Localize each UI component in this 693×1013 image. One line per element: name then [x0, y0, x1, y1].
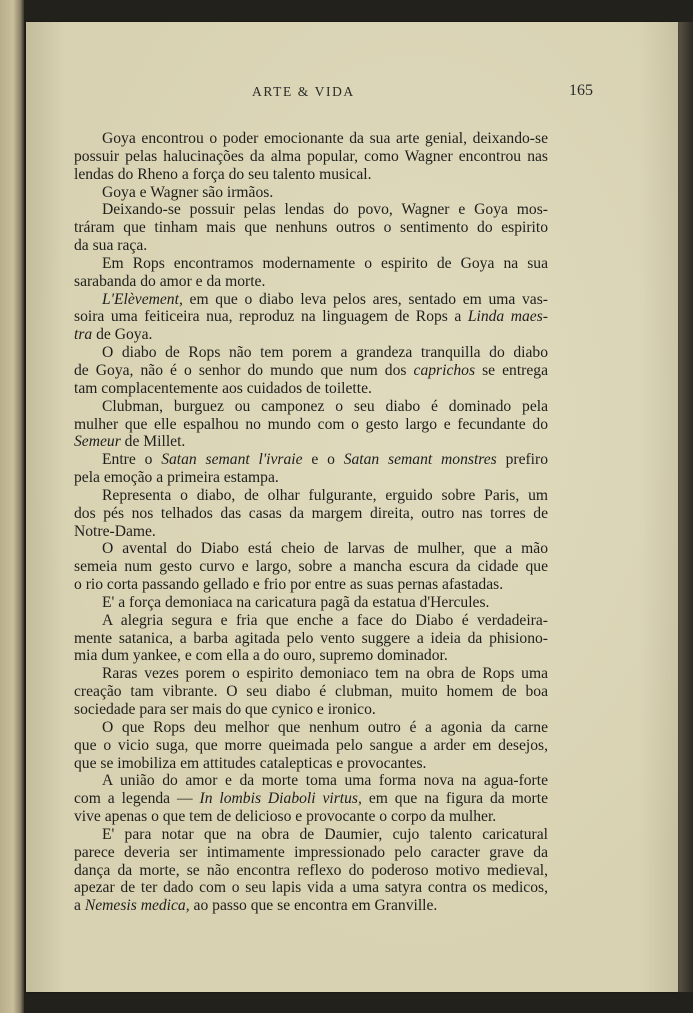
book-page: [26, 22, 678, 992]
text-line: [74, 362, 548, 380]
text-fragment: de Millet.: [120, 433, 186, 451]
text-fragment: e o: [302, 451, 344, 469]
text-line: vive apenas o que tem de delicioso e provocante o corpo da mulher.: [74, 808, 497, 826]
artwork-title: L'Elèvement,: [102, 290, 183, 308]
text-fragment: ao passo que se encontra em Granville.: [189, 897, 438, 915]
text-line: tam complacentemente aos cuidados de toilette.: [74, 379, 372, 397]
text-line: [74, 326, 548, 344]
text-line: creação tam vibrante. O seu diabo é clubman, muito homem de boa: [74, 683, 548, 701]
text-line: sociedade para ser mais do que cynico e ironico.: [74, 701, 376, 718]
text-line: mulher que elle espalhou no mundo com o gesto largo e fecundante do: [74, 415, 548, 433]
text-line: Representa o diabo, de olhar fulgurante, erguido sobre Paris, um: [102, 486, 548, 504]
artwork-title: Semeur: [74, 433, 121, 451]
text-line: Raras vezes porem o espirito demoniaco tem na obra de Rops uma: [102, 665, 548, 683]
text-fragment: de Goya, não é o senhor do mundo que num dos: [74, 361, 414, 379]
text-line: dos pés nos telhados das casas da margem direita, outro nas torres de: [74, 504, 548, 522]
text-line: [74, 308, 548, 326]
artwork-title: tra: [74, 326, 93, 344]
artwork-title: Satan semant monstres: [343, 451, 497, 469]
text-line: O que Rops deu melhor que nenhum outro é a agonia da carne: [102, 718, 548, 736]
text-line: [74, 291, 548, 309]
text-line: lendas do Rheno a força do seu talento musical.: [74, 165, 372, 183]
text-line: que o vicio suga, que morre queimada pelo sangue a arder em desejos,: [74, 736, 548, 754]
text-line: E' a força demoniaca na caricatura pagã da estatua d'Hercules.: [102, 593, 490, 611]
text-fragment: em que na figura da morte: [361, 790, 548, 808]
text-line: dança da morte, se não encontra reflexo do poderoso motivo medieval,: [74, 861, 548, 879]
artwork-title: Linda maes-: [467, 308, 548, 326]
text-line: [74, 451, 548, 469]
text-fragment: soira uma feiticeira nua, reproduz na linguagem de Rops a: [74, 308, 468, 326]
text-line: que se imobiliza em attitudes catalepticas e provocantes.: [74, 754, 427, 772]
text-line: Em Rops encontramos modernamente o espirito de Goya na sua: [102, 254, 548, 272]
text-fragment: com a legenda —: [74, 790, 200, 808]
body-text: [74, 130, 548, 915]
previous-page-edge: [0, 0, 24, 1013]
artwork-title: In lombis Diaboli virtus,: [199, 790, 362, 808]
text-line: semeia num gesto curvo e largo, sobre a mancha escura da cidade que: [74, 558, 548, 576]
text-line: Deixando-se possuir pelas lendas do povo, Wagner e Goya mos-: [102, 201, 548, 219]
text-line: O avental do Diabo está cheio de larvas de mulher, que a mão: [102, 540, 548, 558]
book-edge-shadow: [678, 22, 693, 992]
text-line: sarabanda do amor e da morte.: [74, 272, 266, 290]
text-line: Clubman, burguez ou camponez o seu diabo é dominado pela: [102, 397, 548, 415]
artwork-title: Nemesis medica,: [84, 897, 190, 915]
text-line: pela emoção a primeira estampa.: [74, 469, 279, 487]
page-header: [26, 84, 678, 106]
text-line: possuir pelas halucinações da alma popular, como Wagner encontrou nas: [74, 147, 548, 165]
text-line: Goya e Wagner são irmãos.: [102, 183, 274, 201]
text-fragment: Entre o: [102, 451, 162, 469]
text-line: mente satanica, a barba agitada pelo vento suggere a ideia da phisiono-: [74, 629, 548, 647]
text-fragment: prefiro: [496, 451, 548, 469]
artwork-title: caprichos: [413, 361, 476, 379]
text-line: [74, 433, 548, 451]
text-line: da sua raça.: [74, 237, 148, 255]
text-fragment: se entrega: [475, 361, 548, 379]
running-title: ARTE & VIDA: [252, 84, 355, 99]
text-line: [74, 897, 548, 915]
text-line: Notre-Dame.: [74, 522, 156, 540]
text-line: [74, 790, 548, 808]
text-line: E' para notar que na obra de Daumier, cujo talento caricatural: [102, 825, 548, 843]
text-line: mia dum yankee, e com ella a do ouro, supremo dominador.: [74, 647, 448, 665]
text-line: A união do amor e da morte toma uma forma nova na agua-forte: [102, 772, 548, 790]
text-line: o rio corta passando gellado e frio por entre as suas pernas afastadas.: [74, 576, 504, 594]
page-number: 165: [569, 82, 593, 99]
text-fragment: de Goya.: [92, 326, 153, 344]
text-line: tráram que tinham mais que nenhuns outros o sentimento do espirito: [74, 219, 548, 237]
text-line: O diabo de Rops não tem porem a grandeza tranquilla do diabo: [102, 344, 548, 362]
text-line: parece deveria ser intimamente impressionado pelo caracter grave da: [74, 843, 548, 861]
text-line: apezar de ter dado com o seu lapis vida a uma satyra contra os medicos,: [74, 879, 548, 897]
text-line: Goya encontrou o poder emocionante da sua arte genial, deixando-se: [102, 130, 548, 147]
artwork-title: Satan semant l'ivraie: [161, 451, 303, 469]
text-fragment: em que o diabo leva pelos ares, sentado em uma vas-: [182, 290, 548, 308]
text-fragment: a: [74, 897, 85, 915]
text-line: A alegria segura e fria que enche a face do Diabo é verdadeira-: [102, 611, 548, 629]
